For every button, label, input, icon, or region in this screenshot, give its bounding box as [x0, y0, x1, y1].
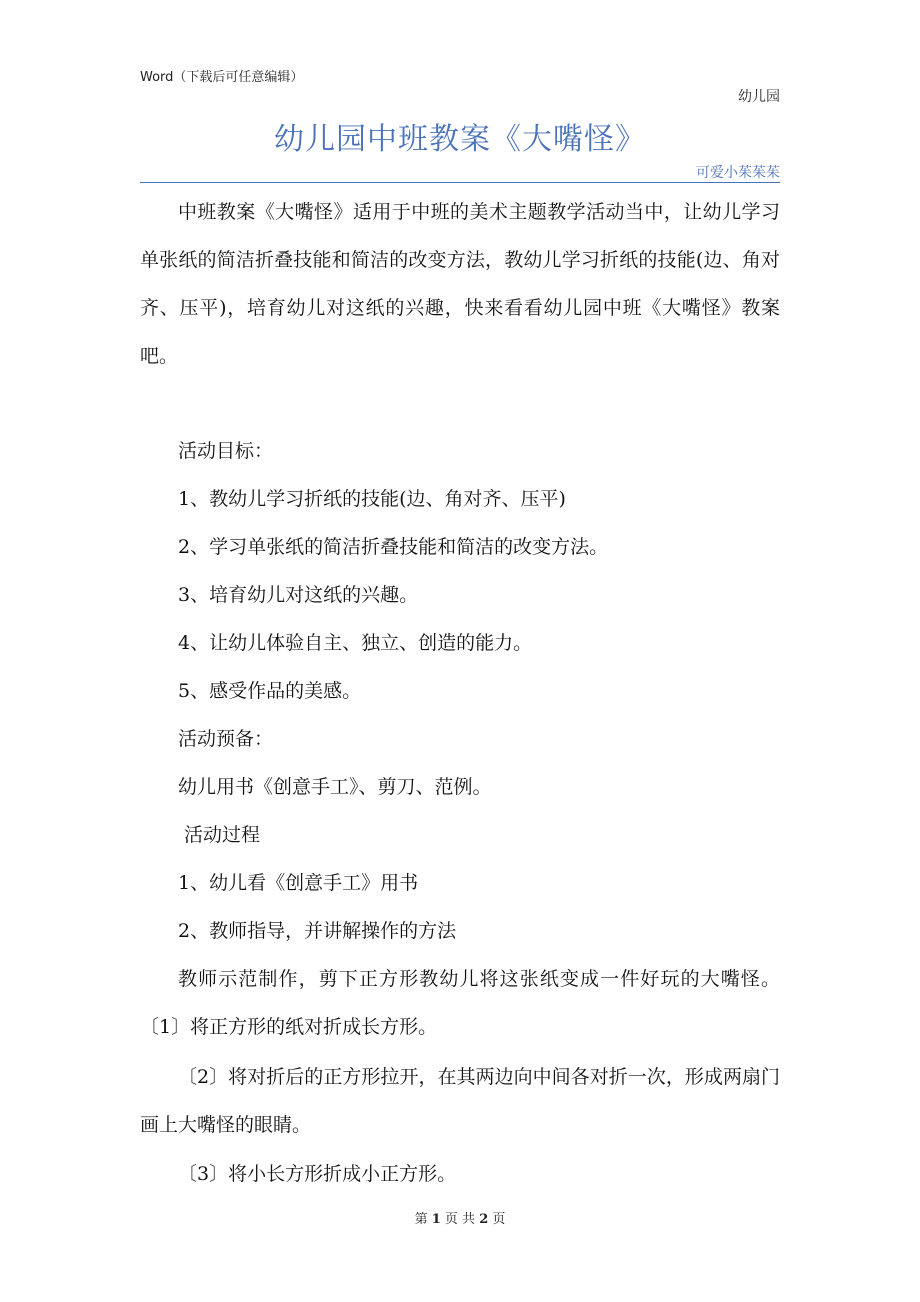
footer-suffix: 页: [488, 1212, 506, 1227]
goal-item-2: 2、学习单张纸的简洁折叠技能和简洁的改变方法。: [178, 536, 609, 558]
author-name: 可爱小茱茱茱: [696, 165, 780, 181]
preparation-text: 幼儿用书《创意手工》、剪刀、范例。: [178, 776, 492, 798]
watermark-text: Word（下载后可任意编辑）: [140, 70, 304, 85]
section-heading-process: 活动过程: [178, 824, 261, 846]
page-footer: [0, 1208, 920, 1227]
goal-item-4: 4、让幼儿体验自主、独立、创造的能力。: [178, 632, 533, 654]
footer-middle: 页 共: [440, 1212, 480, 1227]
goal-item-5: 5、感受作品的美感。: [178, 680, 362, 702]
section-heading-goals: 活动目标：: [178, 440, 274, 462]
footer-total-pages: 2: [479, 1212, 489, 1227]
document-title: 幼儿园中班教案《大嘴怪》: [274, 122, 646, 157]
fold-step-2: 〔2〕将对折后的正方形拉开，在其两边向中间各对折一次，形成两扇门画上大嘴怪的眼睛。: [140, 1066, 780, 1136]
header-category: 幼儿园: [738, 89, 780, 105]
demo-paragraph: 教师示范制作，剪下正方形教幼儿将这张纸变成一件好玩的大嘴怪。 〔1〕将正方形的纸对折成长方形。: [140, 968, 780, 1038]
goal-item-1: 1、教幼儿学习折纸的技能(边、角对齐、压平): [178, 488, 566, 510]
process-step-1: 1、幼儿看《创意手工》用书: [178, 872, 419, 894]
section-heading-preparation: 活动预备：: [178, 728, 274, 750]
fold-step-3: 〔3〕将小长方形折成小正方形。: [178, 1163, 457, 1185]
header-rule: [140, 182, 780, 183]
footer-page-number: 1: [431, 1212, 441, 1227]
intro-paragraph: 中班教案《大嘴怪》适用于中班的美术主题教学活动当中，让幼儿学习单张纸的简洁折叠技能和简洁的改变方法，教幼儿学习折纸的技能(边、角对齐、压平)，培育幼儿对这纸的兴趣，快来看看幼儿园中班《大嘴怪》教案吧。: [140, 201, 780, 367]
footer-prefix: 第: [414, 1212, 432, 1227]
process-step-2: 2、教师指导，并讲解操作的方法: [178, 920, 457, 942]
goal-item-3: 3、培育幼儿对这纸的兴趣。: [178, 584, 419, 606]
